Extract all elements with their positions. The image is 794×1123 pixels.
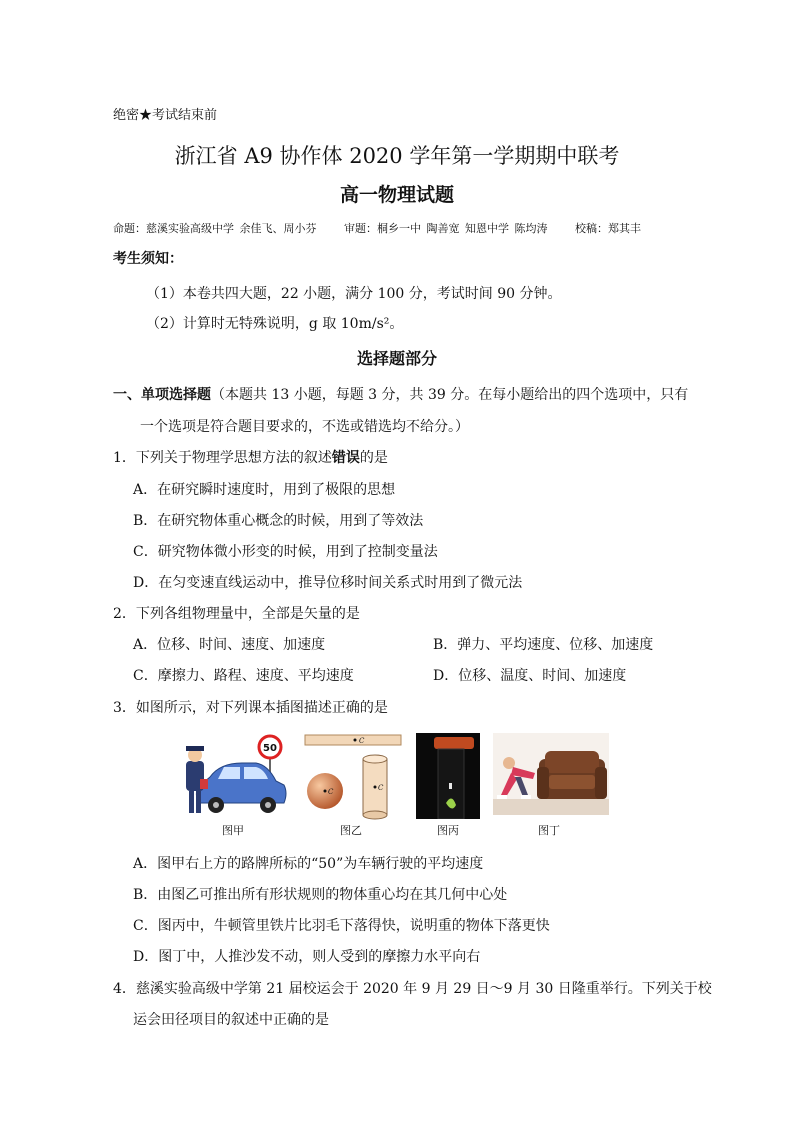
q3-option-b: B．由图乙可推出所有形状规则的物体重心均在其几何中心处: [133, 887, 508, 903]
exam-title: 浙江省 A9 协作体 2020 学年第一学期期中联考: [174, 144, 620, 168]
caption-ding: 图丁: [538, 824, 560, 837]
q1-option-d: D．在匀变速直线运动中，推导位移时间关系式时用到了微元法: [133, 575, 523, 591]
q4-stem-line1: 4．慈溪实验高级中学第 21 届校运会于 2020 年 9 月 29 日～9 月 30 日隆重举行。下列关于校: [113, 981, 712, 997]
credits-line: [113, 220, 663, 236]
notice-heading: 考生须知：: [113, 251, 183, 267]
credits-proofreader: 校稿：郑其丰: [575, 222, 641, 235]
q1-option-a: A．在研究瞬时速度时，用到了极限的思想: [133, 482, 396, 498]
q4-stem-line2: 运会田径项目的叙述中正确的是: [133, 1012, 329, 1028]
q3-option-d: D．图丁中，人推沙发不动，则人受到的摩擦力水平向右: [133, 949, 481, 965]
figure-ding: [493, 733, 609, 815]
credits-reviewers: 审题：桐乡一中 陶善宽 知恩中学 陈均涛: [344, 222, 548, 235]
part1-desc: （本题共 13 小题，每题 3 分，共 39 分。在每小题给出的四个选项中，只有: [211, 387, 689, 403]
part1-heading: [113, 384, 688, 404]
speed-sign-text: 50: [263, 743, 277, 754]
q1-option-b: B．在研究物体重心概念的时候，用到了等效法: [133, 513, 424, 529]
q1-option-c: C．研究物体微小形变的时候，用到了控制变量法: [133, 544, 438, 560]
notice-item-1: （1）本卷共四大题，22 小题，满分 100 分，考试时间 90 分钟。: [146, 286, 562, 302]
caption-yi: 图乙: [340, 824, 362, 837]
sphere-center-label: C: [328, 788, 334, 796]
q3-stem: 3．如图所示，对下列课本插图描述正确的是: [113, 700, 388, 716]
caption-bing: 图丙: [437, 824, 459, 837]
q2-option-b: B．弹力、平均速度、位移、加速度: [433, 637, 654, 653]
q2-option-c: C．摩擦力、路程、速度、平均速度: [133, 668, 354, 684]
bar-center-label: C: [359, 737, 365, 745]
cylinder-center-label: C: [378, 784, 384, 792]
part1-label: 一、单项选择题: [113, 387, 211, 403]
figure-jia: [180, 733, 292, 821]
q2-option-d: D．位移、温度、时间、加速度: [433, 668, 627, 684]
q1-stem-post: 的是: [359, 450, 388, 466]
q2-option-a: A．位移、时间、速度、加速度: [133, 637, 326, 653]
caption-jia: 图甲: [222, 824, 244, 837]
section-title: 选择题部分: [356, 349, 437, 368]
secret-tag: 绝密★考试结束前: [113, 108, 218, 123]
figure-bing: [416, 733, 480, 819]
q3-option-c: C．图丙中，牛顿管里铁片比羽毛下落得快，说明重的物体下落更快: [133, 918, 550, 934]
figure-yi: [303, 733, 403, 821]
notice-item-2: （2）计算时无特殊说明，g 取 10m/s²。: [146, 316, 404, 332]
q1-stem-bold: 错误: [331, 450, 360, 466]
q2-stem: 2．下列各组物理量中，全部是矢量的是: [113, 606, 360, 622]
part1-desc-line2: 一个选项是符合题目要求的，不选或错选均不给分。）: [140, 419, 469, 435]
exam-subtitle: 高一物理试题: [339, 184, 454, 206]
credits-authors: 命题：慈溪实验高级中学 余佳飞、周小芬: [113, 222, 317, 235]
q1-stem: [113, 447, 388, 467]
q1-stem-pre: 1．下列关于物理学思想方法的叙述: [113, 450, 332, 466]
q3-option-a: A．图甲右上方的路牌所标的“50”为车辆行驶的平均速度: [133, 856, 484, 872]
